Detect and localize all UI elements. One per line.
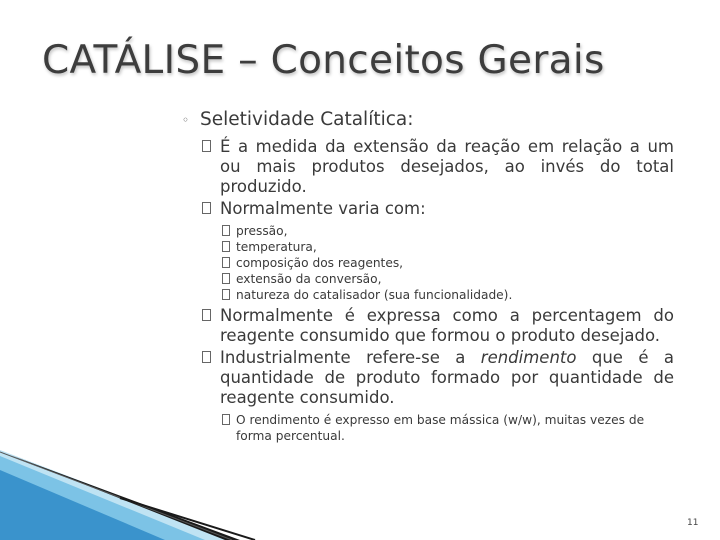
box-bullet-icon	[202, 351, 211, 363]
box-bullet-icon	[222, 257, 230, 268]
industrial-paragraph: Industrialmente refere-se a rendimento que é a quantidade de produto formado por quantidade de reagente consumido.	[202, 348, 674, 408]
definition-paragraph: É a medida da extensão da reação em relação a um ou mais produtos desejados, ao invés do total produzido.	[202, 137, 674, 197]
rendimento-term: rendimento	[480, 348, 577, 367]
varies-with-paragraph: Normalmente varia com:	[202, 199, 674, 219]
list-item: natureza do catalisador (sua funcionalidade).	[222, 287, 674, 303]
slide-title: CATÁLISE – Conceitos Gerais	[42, 38, 605, 83]
box-bullet-icon	[222, 241, 230, 252]
list-item: composição dos reagentes,	[222, 255, 674, 271]
box-bullet-icon	[222, 273, 230, 284]
box-bullet-icon	[202, 309, 211, 321]
mass-basis-note: O rendimento é expresso em base mássica (w/w), muitas vezes de forma percentual.	[222, 412, 674, 444]
slide-content	[182, 108, 674, 444]
box-bullet-icon	[202, 140, 211, 152]
box-bullet-icon	[202, 202, 211, 214]
circle-bullet-icon: ◦	[182, 113, 190, 127]
list-item: extensão da conversão,	[222, 271, 674, 287]
percentage-paragraph: Normalmente é expressa como a percentagem do reagente consumido que formou o produto desejado.	[202, 306, 674, 346]
list-item: pressão,	[222, 223, 674, 239]
box-bullet-icon	[222, 225, 230, 236]
box-bullet-icon	[222, 414, 230, 425]
level1-text: Seletividade Catalítica:	[200, 109, 414, 130]
level1-item	[182, 108, 674, 132]
factor-list	[182, 223, 674, 303]
list-item: temperatura,	[222, 239, 674, 255]
page-number: 11	[687, 518, 699, 528]
box-bullet-icon	[222, 289, 230, 300]
